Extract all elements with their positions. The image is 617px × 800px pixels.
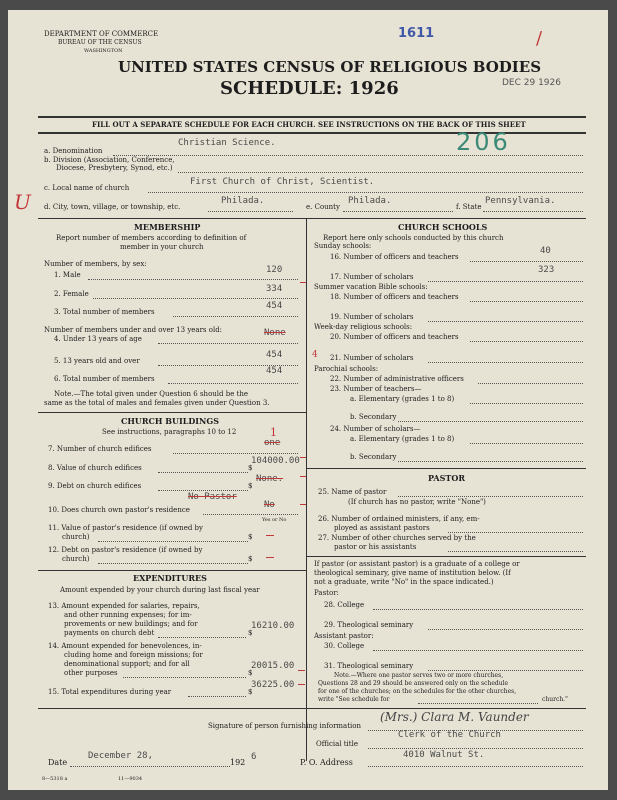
q9-value: None. [256,474,284,484]
q23a-label: a. Elementary (grades 1 to 8) [350,395,455,403]
division-label-2: Diocese, Presbytery, Synod, etc.) [56,164,173,172]
q9-label: 9. Debt on church edifices [48,482,142,490]
q6-value: 454 [266,366,283,376]
state-value: Pennsylvania. [485,196,556,206]
q24a-label: a. Elementary (grades 1 to 8) [350,435,455,443]
q23-label: 23. Number of teachers— [330,385,422,393]
code-number: 206 [456,128,511,156]
q14-value: 20015.00 [251,661,295,671]
graduate-note-2: theological seminary, give name of institution below. (If [314,569,511,577]
expenditures-intro: Amount expended by your church during last fiscal year [60,586,260,594]
year-prefix: 192 [230,758,246,767]
city-value: Philada. [221,196,265,206]
membership-note-1: Note.—The total given under Question 6 should be the [54,390,249,398]
pastor-subhead: Pastor: [314,589,339,597]
date-stamp: DEC 29 1926 [502,78,561,88]
buildings-intro: See instructions, paragraphs 10 to 12 [102,428,237,436]
q31-label: 31. Theological seminary [324,662,414,670]
address-value: 4010 Walnut St. [403,750,485,760]
q18-label: 18. Number of officers and teachers [330,293,459,301]
church-name-value: First Church of Christ, Scientist. [190,177,375,187]
q14-label: 14. Amount expended for benevolences, in- [48,642,202,650]
graduate-note-1: If pastor (or assistant pastor) is a graduate of a college or [314,560,520,568]
q12-label: 12. Debt on pastor's residence (if owned by [48,546,203,554]
q3-label: 3. Total number of members [54,308,155,316]
q3-value: 454 [266,301,283,311]
city-field-label: d. City, town, village, or township, etc. [44,203,181,211]
q24-label: 24. Number of scholars— [330,425,421,433]
pastor-title: PASTOR [428,473,465,483]
department-label: DEPARTMENT OF COMMERCE [44,30,159,38]
q1-value: 120 [266,265,283,275]
official-title-label: Official title [316,740,358,748]
yes-no-caption: Yes or No [262,517,287,523]
assistant-pastor-subhead: Assistant pastor: [314,632,374,640]
q20-label: 20. Number of officers and teachers [330,333,459,341]
q10-label: 10. Does church own pastor's residence [48,506,190,514]
q6-label: 6. Total number of members [54,375,155,383]
q13-label: 13. Amount expended for salaries, repairs, [48,602,200,610]
q7-mark: 1 [270,426,277,439]
q16-label: 16. Number of officers and teachers [330,253,459,261]
membership-note-2: same as the total of males and females given under Question 3. [44,399,270,407]
census-schedule-page: DEPARTMENT OF COMMERCE BUREAU OF THE CENSUS WASHINGTON 1611 / UNITED STATES CENSUS OF RELIGIOUS BODIES SCHEDULE: 1926 DEC 29 1926 FILL OUT A SEPARATE SCHEDULE FOR EACH CHURCH. SEE INSTRUCTIONS ON THE BACK OF THIS SHEET a. Denomination Christian Science. 206 b. Division (Association, Conference, Diocese, Presbytery, Synod, etc.) c. Local name of church First Church of Christ, Scientist. U d. City, town, village, or township, etc. Philada. e. County Philada. f. State Pennsylvania. MEMBERSHIP Report number of members according to definition of member in your church Number of members, by sex: 1. Male 120 2. Female 334 3. Total number of members 454 Number of members under and over 13 years old: 4. Under 13 years of age None 5. 13 years old and over 454 6. Total number of members 454 Note.—The total given under Question 6 should be the same as the total of males and females given under Question 3. CHURCH BUILDINGS See instructions, paragraphs 10 to 12 1 7. Number of church edifices one 8. Value of church edifices $ 104000.00 9. Debt on church edifices $ None. No Pastor 10. Does church own pastor's residence No Yes or No 11. Value of pastor's residence (if owned by church) $ 12. Debt on pastor's residence (if owned by church) $ EXPENDITURES Amount expended by your church during last fiscal year 13. Amount expended for salaries, repairs, and other running expenses; for im- provements or new buildings; and for payments on church debt $ 16210.00 14. Amount expended for benevolences, in- cluding home and foreign missions; for denominational support; and for all other purposes $ 20015.00 15. Total expenditures during year $ 36225.00 CHURCH SCHOOLS Report here only schools conducted by this church Sunday schools: 16. Number of officers and teachers 40 17. Number of scholars 323 Summer vacation Bible schools: 18. Number of officers and teachers 19. Number of scholars Week-day religious schools: 20. Number of officers and teachers 4 21. Number of scholars Parochial schools: 22. Number of administrative officers 23. Number of teachers— a. Elementary (grades 1 to 8) b. Secondary 24. Number of scholars— a. Elementary (grades 1 to 8) b. Secondary PASTOR 25. Name of pastor (If church has no pastor, write "None") 26. Number of ordained ministers, if any, em- ployed as assistant pastors 27. Number of other churches served by the pastor or his assistants If pastor (or assistant pastor) is a graduate of a college or theological seminary, give name of institution below. (If not a graduate, write "No" in the space indicated.) Pastor: 28. College 29. Theological seminary Assistant pastor: 30. College 31. Theological seminary Note.—Where one pastor serves two or more churches, Questions 28 and 29 should be answered only on the schedule for one of the churches; on the schedules for the other churches, write "See schedule for church." Signature of person furnishing information (Mrs.) Clara M. Vaunder Official title Clerk of the Church Date December 28, 192 6 P. O. Address 4010 Walnut St. 8—5318 a 11—9034 [8,10,608,790]
q5-label: 5. 13 years old and over [54,357,140,365]
q8-value: 104000.00 [251,456,300,466]
denomination-label: a. Denomination [44,147,103,155]
membership-intro-1: Report number of members according to definition of [56,234,247,242]
q4-value: None [264,328,286,338]
address-label: P. O. Address [300,758,353,767]
members-by-sex-label: Number of members, by sex: [44,260,147,268]
q26-label: 26. Number of ordained ministers, if any, em- [318,515,480,523]
vacation-schools-label: Summer vacation Bible schools: [314,283,428,291]
q11-label: 11. Value of pastor's residence (if owned by [48,524,203,532]
bureau-label: BUREAU OF THE CENSUS [58,39,142,46]
q28-label: 28. College [324,601,365,609]
check-mark: / [536,28,543,49]
sunday-schools-label: Sunday schools: [314,242,372,250]
q22-label: 22. Number of administrative officers [330,375,464,383]
q13-value: 16210.00 [251,621,295,631]
q16-value: 40 [540,246,551,256]
q21-label: 21. Number of scholars [330,354,414,362]
q12-label-2: church) [62,555,90,563]
margin-mark: U [14,190,31,214]
state-label: f. State [456,203,482,211]
parochial-schools-label: Parochial schools: [314,365,379,373]
q27-label: 27. Number of other churches served by the [318,534,476,542]
q15-label: 15. Total expenditures during year [48,688,172,696]
form-subtitle: SCHEDULE: 1926 [220,78,399,99]
county-label: e. County [306,203,340,211]
city-label: WASHINGTON [84,48,123,54]
q30-label: 30. College [324,642,365,650]
expenditures-title: EXPENDITURES [133,573,207,583]
q15-value: 36225.00 [251,680,295,690]
denomination-value: Christian Science. [178,138,276,148]
pastor-note-1: Note.—Where one pastor serves two or more churches, [334,672,504,679]
year-value: 6 [251,752,257,762]
membership-title: MEMBERSHIP [134,222,201,232]
fill-instructions: FILL OUT A SEPARATE SCHEDULE FOR EACH CHURCH. SEE INSTRUCTIONS ON THE BACK OF THIS SHEET [92,120,526,129]
schools-title: CHURCH SCHOOLS [398,222,488,232]
schools-intro: Report here only schools conducted by this church [323,234,504,242]
date-value: December 28, [88,751,154,761]
graduate-note-3: not a graduate, write "No" in the space indicated.) [314,578,494,586]
q1-label: 1. Male [54,271,81,279]
q24b-label: b. Secondary [350,453,397,461]
pastor-note-5: church." [542,696,568,703]
weekday-schools-label: Week-day religious schools: [314,323,413,331]
q7-label: 7. Number of church edifices [48,445,152,453]
official-title-value: Clerk of the Church [398,730,501,740]
no-pastor-note: No Pastor [188,492,237,502]
q7-value: one [264,438,281,448]
q25-label: 25. Name of pastor [318,488,387,496]
q10-value: No [264,500,275,510]
q11-label-2: church) [62,533,90,541]
q2-value: 334 [266,284,283,294]
q17-label: 17. Number of scholars [330,273,414,281]
pastor-note-2: Questions 28 and 29 should be answered only on the schedule [318,680,509,687]
form-number: 8—5318 a [42,776,68,782]
q29-label: 29. Theological seminary [324,621,414,629]
membership-intro-2: member in your church [120,243,204,251]
form-title: UNITED STATES CENSUS OF RELIGIOUS BODIES [118,58,542,76]
q2-label: 2. Female [54,290,89,298]
q17-value: 323 [538,265,555,275]
age-intro-label: Number of members under and over 13 years old: [44,326,223,334]
q21-mark: 4 [312,350,318,360]
pastor-note-3: for one of the churches; on the schedules for the other churches, [318,688,517,695]
division-label: b. Division (Association, Conference, [44,156,175,164]
date-label: Date [48,758,68,767]
q8-label: 8. Value of church edifices [48,464,142,472]
pastor-note-4: write "See schedule for [318,696,390,703]
print-code: 11—9034 [118,776,143,782]
q5-value: 454 [266,350,283,360]
q23b-label: b. Secondary [350,413,397,421]
buildings-title: CHURCH BUILDINGS [121,416,219,426]
county-value: Philada. [348,196,392,206]
church-name-label: c. Local name of church [44,184,130,192]
q4-label: 4. Under 13 years of age [54,335,142,343]
q19-label: 19. Number of scholars [330,313,414,321]
q25-hint: (If church has no pastor, write "None") [348,498,486,506]
stamp-number: 1611 [398,26,435,41]
signature-value: (Mrs.) Clara M. Vaunder [380,710,529,724]
signature-label: Signature of person furnishing information [208,722,362,730]
